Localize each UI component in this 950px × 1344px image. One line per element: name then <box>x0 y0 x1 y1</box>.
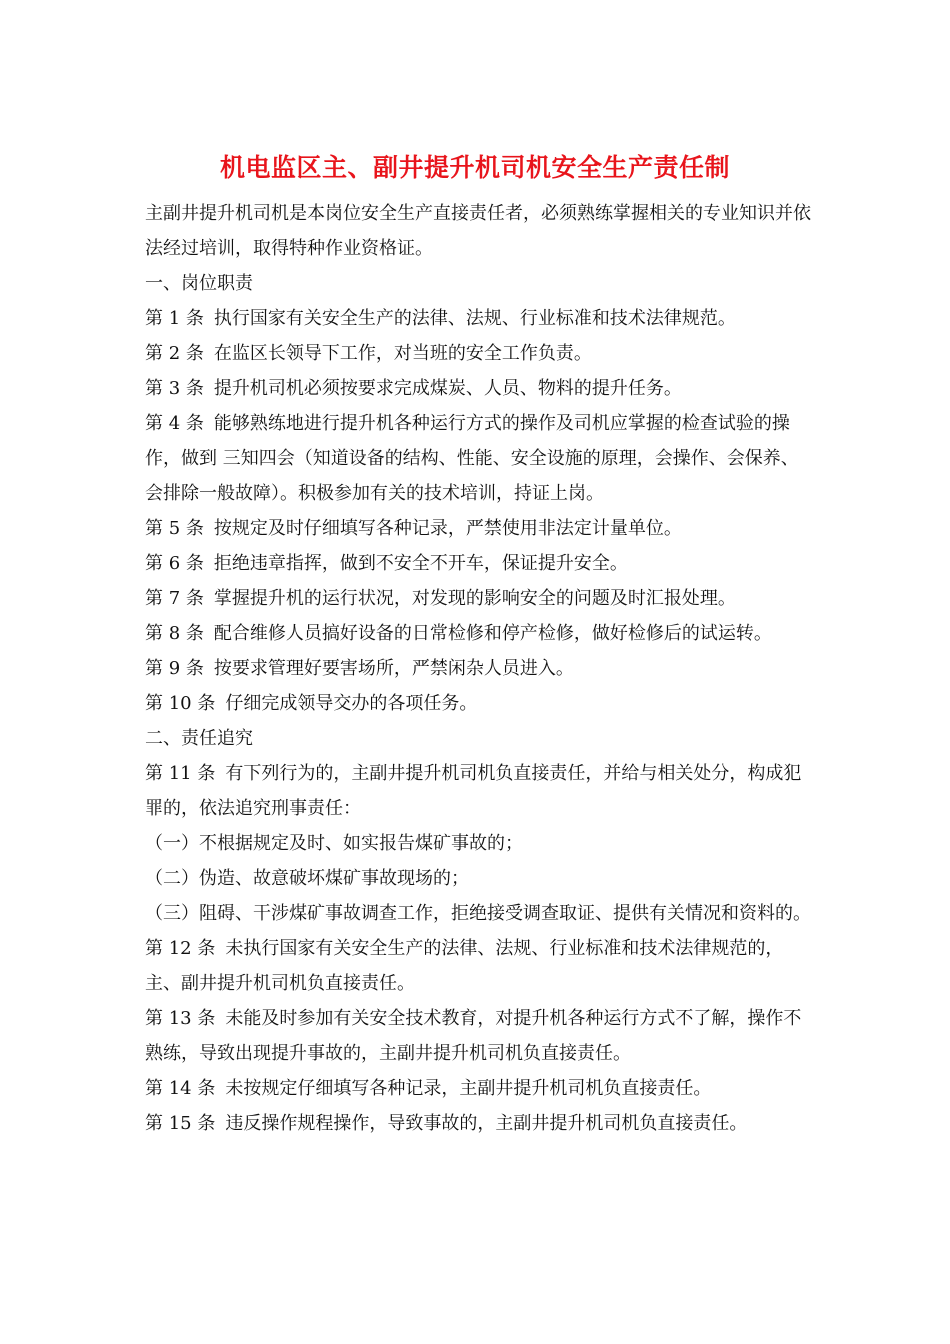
sub-item-1 <box>145 826 813 861</box>
article-label: 第 14 条 <box>145 1078 216 1099</box>
article-13 <box>145 1001 813 1071</box>
section-heading-duties <box>145 266 813 301</box>
article-text: 在监区长领导下工作，对当班的安全工作负责。 <box>213 343 592 364</box>
article-label: 第 7 条 <box>145 588 204 609</box>
article-label: 第 5 条 <box>145 518 204 539</box>
paragraph-text: 主副井提升机司机是本岗位安全生产直接责任者，必须熟练掌握相关的专业知识并依法经过培训，取得特种作业资格证。 <box>145 203 811 259</box>
article-10 <box>145 686 813 721</box>
article-text: 拒绝违章指挥，做到不安全不开车，保证提升安全。 <box>213 553 628 574</box>
article-label: 第 13 条 <box>145 1008 216 1029</box>
document-body <box>145 196 813 1141</box>
article-15 <box>145 1106 813 1141</box>
article-text: 掌握提升机的运行状况，对发现的影响安全的问题及时汇报处理。 <box>213 588 736 609</box>
article-text: 能够熟练地进行提升机各种运行方式的操作及司机应掌握的检查试验的操作，做到 三知四会（知道设备的结构、性能、安全设施的原理，会操作、会保养、会排除一般故障）。积极参加有关的技术培训，持证上岗。 <box>145 413 799 504</box>
article-text: 仔细完成领导交办的各项任务。 <box>225 693 478 714</box>
article-text: 执行国家有关安全生产的法律、法规、行业标准和技术法律规范。 <box>213 308 736 329</box>
paragraph-text: （二）伪造、故意破坏煤矿事故现场的； <box>145 868 469 889</box>
article-label: 第 1 条 <box>145 308 204 329</box>
article-2 <box>145 336 813 371</box>
article-6 <box>145 546 813 581</box>
article-11 <box>145 756 813 826</box>
article-label: 第 3 条 <box>145 378 204 399</box>
article-14 <box>145 1071 813 1106</box>
article-text: 违反操作规程操作，导致事故的，主副井提升机司机负直接责任。 <box>225 1113 748 1134</box>
article-3 <box>145 371 813 406</box>
article-text: 提升机司机必须按要求完成煤炭、人员、物料的提升任务。 <box>213 378 682 399</box>
article-label: 第 8 条 <box>145 623 204 644</box>
article-9 <box>145 651 813 686</box>
document-title: 机电监区主、副井提升机司机安全生产责任制 <box>219 153 730 182</box>
article-text: 按规定及时仔细填写各种记录，严禁使用非法定计量单位。 <box>213 518 682 539</box>
article-text: 未能及时参加有关安全技术教育，对提升机各种运行方式不了解，操作不熟练，导致出现提升事故的，主副井提升机司机负直接责任。 <box>145 1008 802 1064</box>
article-text: 未按规定仔细填写各种记录，主副井提升机司机负直接责任。 <box>225 1078 712 1099</box>
paragraph-text: 一、岗位职责 <box>145 273 253 294</box>
article-7 <box>145 581 813 616</box>
article-label: 第 12 条 <box>145 938 216 959</box>
intro-paragraph <box>145 196 813 266</box>
paragraph-text: 二、责任追究 <box>145 728 253 749</box>
paragraph-text: （三）阻碍、干涉煤矿事故调查工作，拒绝接受调查取证、提供有关情况和资料的。 <box>145 903 811 924</box>
article-label: 第 4 条 <box>145 413 204 434</box>
sub-item-2 <box>145 861 813 896</box>
article-12 <box>145 931 813 1001</box>
article-label: 第 9 条 <box>145 658 204 679</box>
sub-item-3 <box>145 896 813 931</box>
article-4 <box>145 406 813 511</box>
article-text: 有下列行为的，主副井提升机司机负直接责任，并给与相关处分，构成犯罪的，依法追究刑事责任： <box>145 763 802 819</box>
article-label: 第 15 条 <box>145 1113 216 1134</box>
article-text: 按要求管理好要害场所，严禁闲杂人员进入。 <box>213 658 574 679</box>
article-8 <box>145 616 813 651</box>
article-label: 第 6 条 <box>145 553 204 574</box>
article-label: 第 2 条 <box>145 343 204 364</box>
article-label: 第 11 条 <box>145 763 216 784</box>
section-heading-accountability <box>145 721 813 756</box>
article-5 <box>145 511 813 546</box>
article-text: 未执行国家有关安全生产的法律、法规、行业标准和技术法律规范的，主、副井提升机司机负直接责任。 <box>145 938 784 994</box>
article-text: 配合维修人员搞好设备的日常检修和停产检修，做好检修后的试运转。 <box>213 623 772 644</box>
article-label: 第 10 条 <box>145 693 216 714</box>
article-1 <box>145 301 813 336</box>
paragraph-text: （一）不根据规定及时、如实报告煤矿事故的； <box>145 833 523 854</box>
